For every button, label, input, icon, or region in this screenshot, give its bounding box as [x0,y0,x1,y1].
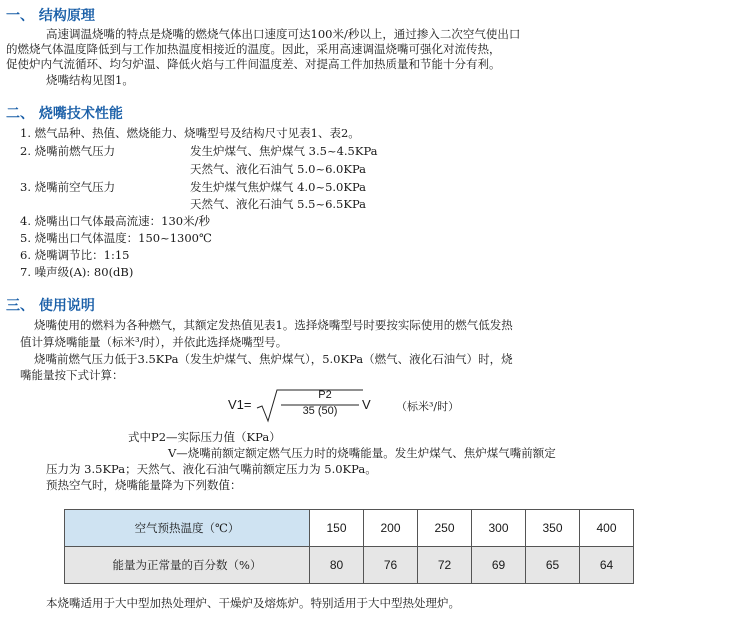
section3-line: 烧嘴前燃气压力低于3.5KPa（发生炉煤气、焦炉煤气），5.0KPa（燃气、液化石油气）时，烧 [34,352,513,366]
section1-heading: 一、 结构原理 [6,8,95,24]
formula-note-v-cont: 压力为 3.5KPa；天然气、液化石油气嘴前额定压力为 5.0KPa。 [46,462,377,476]
spec-item-3-value: 发生炉煤气焦炉煤气 4.0~5.0KPa [190,180,367,194]
formula-unit: （标米³/时） [396,400,460,413]
energy-formula [228,388,528,424]
spec-item-4: 4. 烧嘴出口气体最高流速：130米/秒 [20,214,210,228]
formula-numerator: P2 [318,389,332,401]
section1-line: 高速调温烧嘴的特点是烧嘴的燃烧气体出口速度可达100米/秒以上，通过掺入二次空气使出口 [46,27,521,41]
preheat-intro: 预热空气时，烧嘴能量降为下列数值： [46,478,242,492]
spec-item-2-value: 发生炉煤气、焦炉煤气 3.5~4.5KPa [190,144,378,158]
spec-item-2-label: 2. 烧嘴前燃气压力 [20,144,116,158]
spec-item-3b-value: 天然气、液化石油气 5.5~6.5KPa [190,197,367,211]
table-row [65,547,634,584]
table-cell: 65 [526,547,580,584]
table-row-label: 空气预热温度（℃） [65,510,310,547]
table-cell: 150 [310,510,364,547]
table-cell: 64 [580,547,634,584]
spec-item-3-label: 3. 烧嘴前空气压力 [20,180,116,194]
section3-line: 嘴能量按下式计算： [20,368,124,382]
table-cell: 300 [472,510,526,547]
table-cell: 80 [310,547,364,584]
table-cell: 200 [364,510,418,547]
table-row-label: 能量为正常量的百分数（%） [65,547,310,584]
table-cell: 350 [526,510,580,547]
table-cell: 400 [580,510,634,547]
section2-heading: 二、 烧嘴技术性能 [6,106,123,122]
spec-item-5: 5. 烧嘴出口气体温度：150~1300℃ [20,231,212,245]
spec-item-7: 7. 噪声级(A): 80(dB) [20,265,134,279]
footer-note: 本烧嘴适用于大中型加热处理炉、干燥炉及熔炼炉。特别适用于大中型热处理炉。 [46,596,460,610]
section1-line: 烧嘴结构见图1。 [46,73,134,87]
preheat-table [64,509,634,584]
spec-item-6: 6. 烧嘴调节比：1:15 [20,248,130,262]
formula-note-p2: 式中P2—实际压力值（KPa） [128,430,281,444]
spec-item-2b-value: 天然气、液化石油气 5.0~6.0KPa [190,162,367,176]
table-cell: 250 [418,510,472,547]
table-cell: 72 [418,547,472,584]
formula-denominator: 35 (50) [302,405,338,417]
section3-line: 值计算烧嘴能量（标米³/时），并依此选择烧嘴型号。 [20,335,288,349]
table-cell: 76 [364,547,418,584]
table-cell: 69 [472,547,526,584]
formula-lhs: V1= [228,397,252,412]
spec-item-1: 1. 燃气品种、热值、燃烧能力、烧嘴型号及结构尺寸见表1、表2。 [20,126,360,140]
formula-note-v: V—烧嘴前额定额定燃气压力时的烧嘴能量。发生炉煤气、焦炉煤气嘴前额定 [168,446,556,460]
section1-line: 的燃烧气体温度降低到与工作加热温度相接近的温度。因此，采用高速调温烧嘴可强化对流传热， [6,42,501,56]
formula-variable: V [362,397,371,412]
section1-line: 促使炉内气流循环、均匀炉温、降低火焰与工件间温度差、对提高工件加热质量和节能十分有利。 [6,57,501,71]
section3-heading: 三、 使用说明 [6,298,95,314]
section3-line: 烧嘴使用的燃料为各种燃气，其额定发热值见表1。选择烧嘴型号时要按实际使用的燃气低发热 [34,318,513,332]
table-row [65,510,634,547]
